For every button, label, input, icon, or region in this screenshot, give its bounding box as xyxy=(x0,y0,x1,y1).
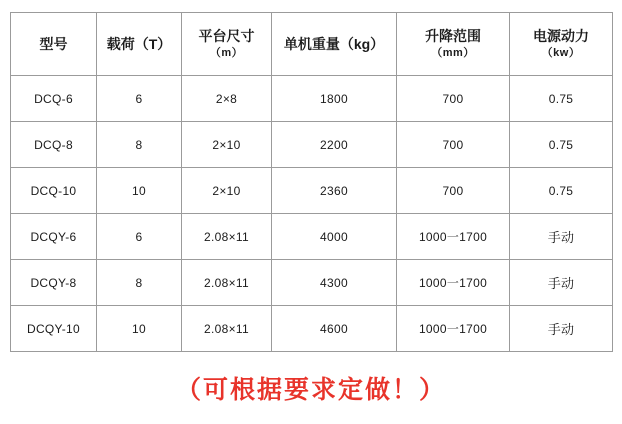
table-row xyxy=(11,214,613,260)
cell-platform-size: 2×8 xyxy=(182,76,272,122)
cell-lift-range: 700 xyxy=(397,76,510,122)
cell-model: DCQ-8 xyxy=(11,122,97,168)
cell-weight: 2200 xyxy=(272,122,397,168)
cell-platform-size: 2.08×11 xyxy=(182,306,272,352)
cell-weight: 1800 xyxy=(272,76,397,122)
table-row xyxy=(11,306,613,352)
column-header-lift-range-unit: （mm） xyxy=(431,47,475,60)
cell-power: 0.75 xyxy=(510,76,613,122)
cell-platform-size: 2×10 xyxy=(182,168,272,214)
table-header-row xyxy=(11,13,613,76)
cell-platform-size: 2×10 xyxy=(182,122,272,168)
cell-power: 手动 xyxy=(510,260,613,306)
cell-weight: 4000 xyxy=(272,214,397,260)
column-header-load-title: 载荷（T） xyxy=(106,35,172,52)
column-header-platform-size-title: 平台尺寸 xyxy=(198,27,255,44)
cell-platform-size: 2.08×11 xyxy=(182,260,272,306)
cell-power: 手动 xyxy=(510,306,613,352)
cell-load: 6 xyxy=(97,76,182,122)
cell-model: DCQY-6 xyxy=(11,214,97,260)
column-header-model-title: 型号 xyxy=(39,35,68,52)
cell-weight: 2360 xyxy=(272,168,397,214)
table-row xyxy=(11,168,613,214)
table-row xyxy=(11,260,613,306)
cell-power: 0.75 xyxy=(510,168,613,214)
column-header-weight-title: 单机重量（kg） xyxy=(283,35,385,52)
column-header-power-title: 电源动力 xyxy=(533,27,589,44)
custom-order-note: （可根据要求定做！） xyxy=(175,375,446,404)
column-header-weight xyxy=(272,13,397,76)
column-header-power xyxy=(510,13,613,76)
table-row xyxy=(11,122,613,168)
column-header-load xyxy=(97,13,182,76)
cell-platform-size: 2.08×11 xyxy=(182,214,272,260)
cell-power: 0.75 xyxy=(510,122,613,168)
column-header-lift-range xyxy=(397,13,510,76)
table-row xyxy=(11,76,613,122)
cell-load: 8 xyxy=(97,260,182,306)
cell-load: 8 xyxy=(97,122,182,168)
cell-model: DCQY-8 xyxy=(11,260,97,306)
column-header-platform-size xyxy=(182,13,272,76)
table-body xyxy=(11,76,613,352)
cell-weight: 4600 xyxy=(272,306,397,352)
column-header-platform-size-unit: （m） xyxy=(209,47,244,60)
cell-lift-range: 1000一1700 xyxy=(397,214,510,260)
cell-load: 10 xyxy=(97,168,182,214)
cell-lift-range: 1000一1700 xyxy=(397,260,510,306)
cell-lift-range: 700 xyxy=(397,122,510,168)
cell-model: DCQY-10 xyxy=(11,306,97,352)
column-header-power-unit: （kw） xyxy=(541,47,581,60)
cell-power: 手动 xyxy=(510,214,613,260)
cell-model: DCQ-10 xyxy=(11,168,97,214)
column-header-model xyxy=(11,13,97,76)
cell-load: 6 xyxy=(97,214,182,260)
specification-table xyxy=(10,12,613,352)
column-header-lift-range-title: 升降范围 xyxy=(425,27,481,44)
cell-lift-range: 1000一1700 xyxy=(397,306,510,352)
cell-model: DCQ-6 xyxy=(11,76,97,122)
cell-load: 10 xyxy=(97,306,182,352)
cell-lift-range: 700 xyxy=(397,168,510,214)
table-header xyxy=(11,13,613,76)
cell-weight: 4300 xyxy=(272,260,397,306)
